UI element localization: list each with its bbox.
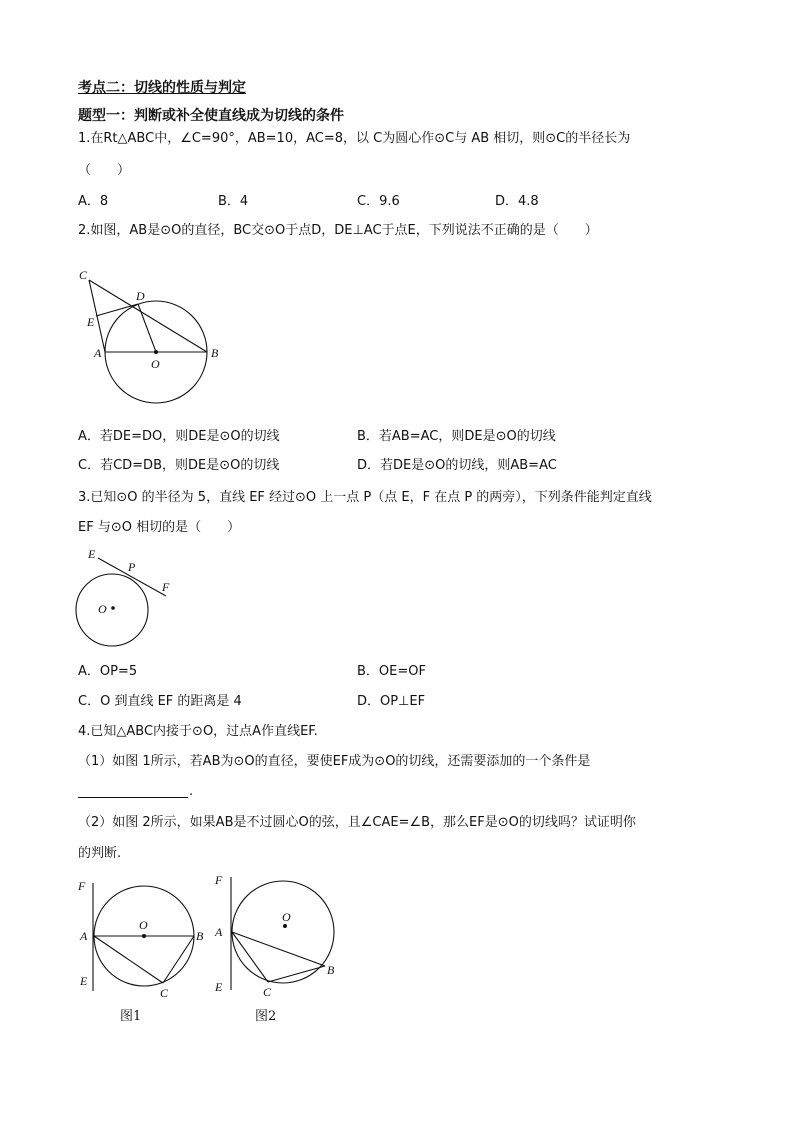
fig2-segment-ab (232, 932, 325, 966)
q3-option-a: A．OP=5 (78, 664, 138, 679)
fig1-segment-ac (94, 936, 163, 983)
fig2-segment-cb (268, 966, 325, 982)
fig2-center-dot (283, 924, 287, 928)
q2-option-b: B．若AB=AC，则DE是⊙O的切线 (357, 429, 556, 444)
q2-option-a: A．若DE=DO，则DE是⊙O的切线 (78, 429, 280, 444)
q1-option-d: D．4.8 (495, 194, 539, 209)
q3-center-dot (111, 606, 115, 610)
q3-label-p: P (128, 560, 136, 574)
fig1-label-o: O (139, 918, 148, 932)
fig1-label-f: F (78, 879, 86, 893)
q2-label-c: C (79, 268, 88, 282)
fig2-segment-ac (232, 932, 268, 982)
q4-part1: （1）如图 1所示，若AB为⊙O的直径，要使EF成为⊙O的切线，还需要添加的一个条件是 (78, 754, 591, 769)
q4-part2-line1: （2）如图 2所示，如果AB是不过圆心O的弦，且∠CAE=∠B，那么EF是⊙O的切线吗？试证明你 (78, 815, 636, 830)
q3-figure (70, 545, 190, 655)
section-title: 考点二：切线的性质与判定 (78, 80, 246, 96)
fig2-label-b: B (327, 963, 335, 977)
q3-option-c: C．O 到直线 EF 的距离是 4 (78, 694, 242, 709)
fig2-label-a: A (215, 925, 223, 939)
q2-segment-do (138, 304, 156, 352)
section-subtitle: 题型一：判断或补全使直线成为切线的条件 (78, 108, 344, 124)
q1-text: 1.在Rt△ABC中，∠C=90°，AB=10，AC=8，以 C为圆心作⊙C与 AB 相切，则⊙C的半径长为 (78, 131, 631, 146)
q1-paren: （ ） (78, 163, 131, 178)
q3-line2: EF 与⊙O 相切的是（ ） (78, 520, 241, 535)
q2-figure (70, 260, 230, 410)
q2-label-e: E (87, 315, 95, 329)
q1-option-b: B．4 (218, 194, 249, 209)
fig1-segment-bc (163, 936, 194, 983)
q3-option-d: D．OP⊥EF (357, 694, 426, 709)
q4-part2-line2: 的判断. (78, 846, 122, 861)
q4-figure-1 (72, 873, 222, 1028)
q4-answer-blank[interactable] (78, 797, 188, 798)
q2-segment-de (96, 304, 138, 316)
q2-label-o: O (151, 357, 160, 371)
fig2-caption: 图2 (255, 1009, 277, 1024)
fig1-label-e: E (80, 974, 88, 988)
fig1-label-a: A (80, 929, 88, 943)
q2-text: 2.如图，AB是⊙O的直径，BC交⊙O于点D，DE⊥AC于点E，下列说法不正确的是（ ） (78, 223, 598, 238)
fig1-label-b: B (196, 929, 204, 943)
fig2-label-f: F (215, 873, 223, 887)
q3-label-e: E (88, 547, 96, 561)
q3-label-f: F (162, 580, 170, 594)
q2-center-dot (154, 350, 158, 354)
q4-part1-end: . (189, 784, 194, 799)
fig2-label-o: O (282, 910, 291, 924)
q2-option-d: D．若DE是⊙O的切线，则AB=AC (357, 458, 557, 473)
fig1-label-c: C (160, 986, 169, 1000)
fig2-label-c: C (263, 985, 272, 999)
q2-label-a: A (94, 346, 102, 360)
q4-text: 4.已知△ABC内接于⊙O，过点A作直线EF. (78, 724, 318, 739)
q2-label-b: B (211, 346, 219, 360)
q2-option-c: C．若CD=DB，则DE是⊙O的切线 (78, 458, 280, 473)
q4-figure-2 (205, 870, 355, 1025)
q1-option-a: A．8 (78, 194, 109, 209)
fig2-label-e: E (215, 980, 223, 994)
fig1-center-dot (142, 934, 146, 938)
q3-label-o: O (98, 602, 107, 616)
q1-option-c: C．9.6 (357, 194, 400, 209)
fig1-caption: 图1 (120, 1009, 142, 1024)
q3-circle (76, 574, 148, 646)
q3-option-b: B．OE=OF (357, 664, 426, 679)
q3-line1: 3.已知⊙O 的半径为 5，直线 EF 经过⊙O 上一点 P（点 E，F 在点 P 的两旁），下列条件能判定直线 (78, 490, 652, 505)
q2-label-d: D (136, 289, 145, 303)
